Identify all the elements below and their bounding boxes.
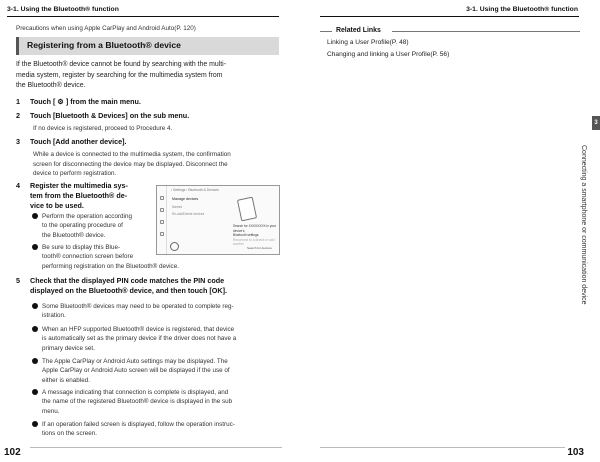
- phone-icon: [237, 197, 257, 222]
- page-number: 103: [567, 447, 584, 458]
- screen-menu-manage-devices: Manage devices: [172, 197, 199, 201]
- bullet-dot: [32, 389, 38, 395]
- header-rule: [7, 16, 279, 17]
- section-heading: [16, 37, 279, 55]
- chapter-side-title: Connecting a smartphone or communication device: [580, 145, 587, 305]
- screen-nav-column: [157, 186, 167, 254]
- step-5-bullet-1: Some Bluetooth® devices may need to be operated to complete reg- istration.: [33, 302, 279, 321]
- header-rule: [320, 16, 579, 17]
- intro-paragraph: If the Bluetooth® device cannot be found by searching with the multi- media system, register by searching for the multimedia system from the Bluetooth® device.: [16, 61, 227, 89]
- related-links-rule: [320, 31, 332, 32]
- footer-rule: [30, 447, 282, 448]
- screen-search-text: Search for XXXXXXXX in your device's Bluetooth settings. Reconnect to a device or add another: [233, 224, 277, 247]
- nav-icon: [160, 232, 164, 236]
- bluetooth-settings-screenshot: [156, 185, 280, 255]
- bullet-dot: [32, 358, 38, 364]
- running-header: 3-1. Using the Bluetooth® function: [7, 6, 119, 13]
- screen-menu-names: Names: [172, 205, 183, 209]
- step-4: 4 Register the multimedia sys- tem from the Bluetooth® de- vice to be used.: [16, 181, 128, 210]
- step-5-bullet-5: If an operation failed screen is displayed, follow the operation instruc- tions on the screen.: [33, 420, 279, 439]
- reference-link[interactable]: Precautions when using Apple CarPlay and Android Auto(P. 120): [16, 25, 196, 32]
- step-3: 3 Touch [Add another device].: [16, 137, 127, 146]
- related-link-2[interactable]: Changing and linking a User Profile(P. 56): [327, 51, 450, 58]
- nav-icon: [160, 196, 164, 200]
- footer-rule: [320, 447, 565, 448]
- bullet-dot: [32, 421, 38, 427]
- step-2-note: If no device is registered, proceed to Procedure 4.: [33, 125, 173, 132]
- bullet-dot: [32, 303, 38, 309]
- bullet-dot: [32, 213, 38, 219]
- search-icon: [170, 242, 179, 251]
- related-links-rule: [392, 31, 580, 32]
- nav-icon: [160, 208, 164, 212]
- step-5-bullet-3: The Apple CarPlay or Android Auto settings may be displayed. The Apple CarPlay or Android Auto screen will be displayed if the use of either is enabled.: [33, 357, 279, 385]
- related-link-1[interactable]: Linking a User Profile(P. 48): [327, 39, 409, 46]
- section-title: Registering from a Bluetooth® device: [27, 40, 181, 50]
- related-links-heading: Related Links: [336, 27, 381, 34]
- page-number: 102: [4, 447, 21, 458]
- right-page: [300, 0, 600, 462]
- bullet-dot: [32, 326, 38, 332]
- step-3-note: While a device is connected to the multimedia system, the confirmation screen for disconnecting the device may be displayed. Disconnect the device to perform registration.: [33, 151, 231, 177]
- step-2: 2 Touch [Bluetooth & Devices] on the sub menu.: [16, 111, 190, 120]
- step-4-bullet-2: Be sure to display this Blue- tooth® connection screen before performing registration on the Bluetooth® device.: [33, 243, 279, 271]
- screen-topbar: ‹ Settings › Bluetooth & Devices: [171, 188, 219, 192]
- screen-menu-readd: Re-add/Delete devices: [172, 212, 205, 216]
- bullet-dot: [32, 244, 38, 250]
- nav-icon: [160, 220, 164, 224]
- step-5: 5 Check that the displayed PIN code matches the PIN code displayed on the Bluetooth® device, and then touch [OK].: [16, 276, 227, 295]
- chapter-tab: 3: [592, 116, 600, 130]
- step-5-bullet-2: When an HFP supported Bluetooth® device is registered, that device is automatically set as the primary device if the driver does not have a primary device set.: [33, 325, 279, 353]
- step-1: 1 Touch [ ⚙ ] from the main menu.: [16, 97, 141, 106]
- search-devices-button: Search for devices: [247, 246, 272, 250]
- step-5-bullet-4: A message indicating that connection is complete is displayed, and the name of the registered Bluetooth® device is displayed in the sub menu.: [33, 388, 279, 416]
- running-header: 3-1. Using the Bluetooth® function: [466, 6, 578, 13]
- step-4-bullet-1: Perform the operation according to the operating procedure of the Bluetooth® device.: [33, 212, 155, 240]
